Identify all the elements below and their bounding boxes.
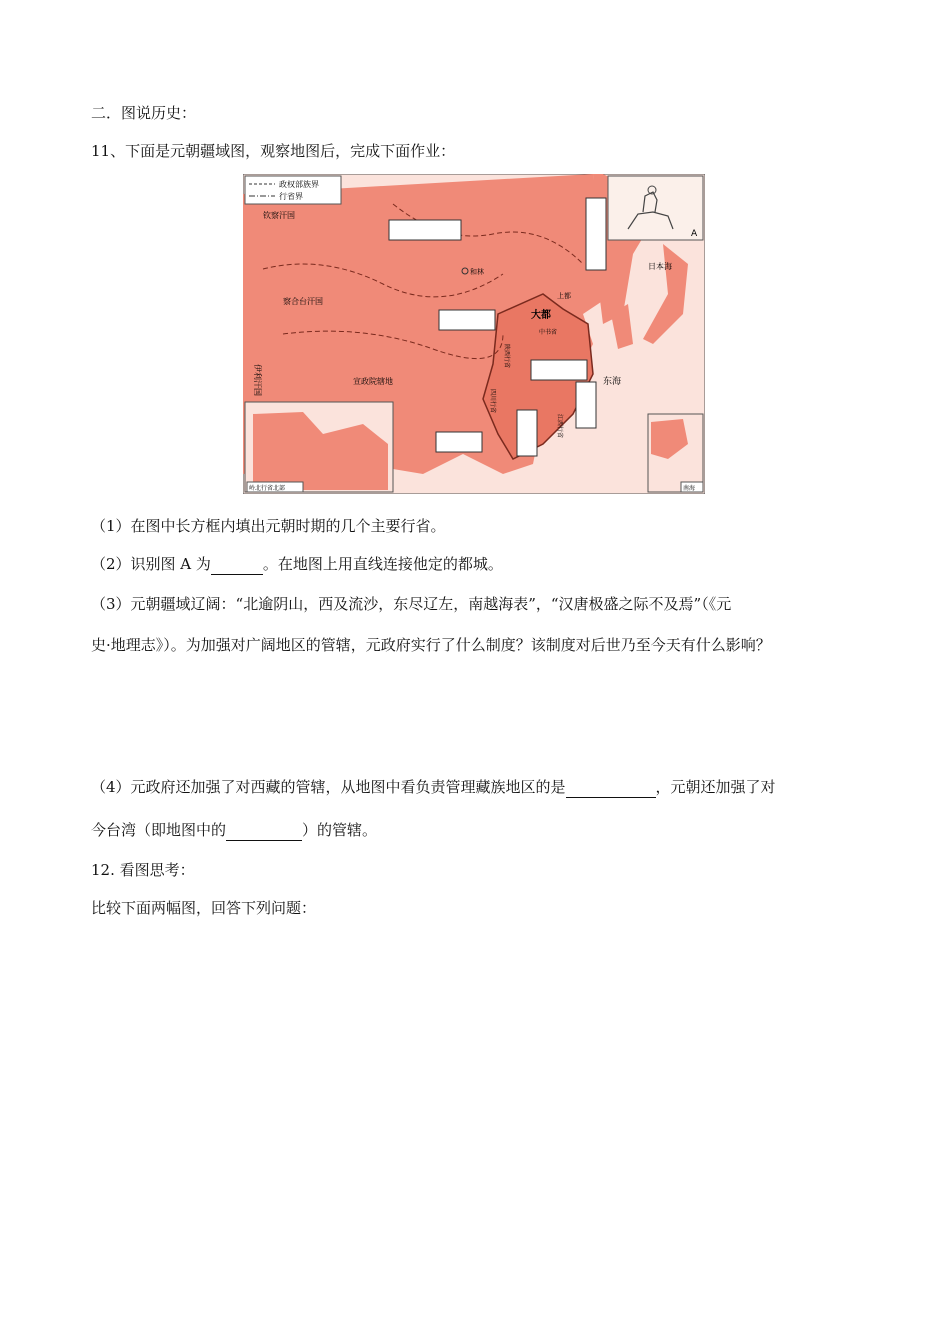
q11-sub1: （1）在图中长方框内填出元朝时期的几个主要行省。 [91, 517, 446, 535]
label-sichuan: 四川行省 [489, 389, 496, 414]
q11-sub2 [91, 554, 503, 575]
answer-box-7 [436, 432, 482, 452]
label-chagatai: 察合台汗国 [283, 297, 323, 306]
q11-sub4-post: ，元朝还加强了对 [655, 778, 776, 796]
legend-boundary: 政权部族界 [279, 180, 319, 189]
label-kipchak: 钦察汗国 [263, 211, 295, 220]
portrait-tag: A [691, 229, 698, 239]
q11-sub4-line2 [91, 820, 377, 841]
q11-sub4-line2-pre: 今台湾（即地图中的 [91, 821, 227, 839]
answer-blank-a[interactable] [211, 554, 263, 575]
q11-sub2-post: 。在地图上用直线连接他定的都城。 [262, 555, 503, 573]
answer-blank-tibet[interactable] [566, 777, 656, 798]
inset-north-label: 岭北行省北部 [249, 485, 286, 492]
label-dadu: 大都 [531, 310, 551, 321]
q11-sub3-line1: （3）元朝疆域辽阔：“北逾阴山，西及流沙，东尽辽左，南越海表”，“汉唐极盛之际不及焉”（《元 [91, 595, 732, 613]
question-12-instruction: 比较下面两幅图，回答下列问题： [91, 899, 317, 917]
q11-sub3-line2: 史·地理志》）。为加强对广阔地区的管辖，元政府实行了什么制度？该制度对后世乃至今天有什么影响？ [91, 636, 771, 654]
answer-box-5 [576, 382, 596, 428]
label-japan-sea: 日本海 [648, 262, 672, 271]
question-11-prompt: 11、下面是元朝疆域图，观察地图后，完成下面作业： [91, 142, 456, 160]
section-title: 二．图说历史： [91, 104, 197, 122]
label-shangdu: 上都 [557, 292, 571, 300]
question-12-prompt: 12. 看图思考： [91, 861, 195, 879]
answer-box-2 [586, 198, 606, 270]
answer-box-3 [439, 310, 495, 330]
legend-province: 行省界 [279, 192, 303, 201]
q11-sub4-line1 [91, 777, 776, 798]
q11-sub4-pre: （4）元政府还加强了对西藏的管辖，从地图中看负责管理藏族地区的是 [91, 778, 566, 796]
answer-box-6 [517, 410, 537, 456]
inset-south-sea-label: 南海 [683, 485, 696, 492]
answer-blank-taiwan[interactable] [226, 820, 302, 841]
label-ilkhanate: 伊利汗国 [253, 364, 262, 396]
label-zhongshu: 中书省 [539, 329, 558, 336]
q11-sub2-pre: （2）识别图 A 为 [91, 555, 211, 573]
label-jiangxi: 江西行省 [556, 414, 563, 439]
label-helin: 和林 [470, 268, 484, 276]
label-xuanzheng: 宣政院辖地 [353, 377, 393, 386]
answer-box-4 [531, 360, 587, 380]
label-shaanxi: 陕西行省 [503, 344, 510, 369]
yuan-territory-map [243, 174, 705, 494]
q11-sub4-line2-post: ）的管辖。 [302, 821, 378, 839]
answer-box-1 [389, 220, 461, 240]
label-east-sea: 东海 [603, 377, 622, 387]
